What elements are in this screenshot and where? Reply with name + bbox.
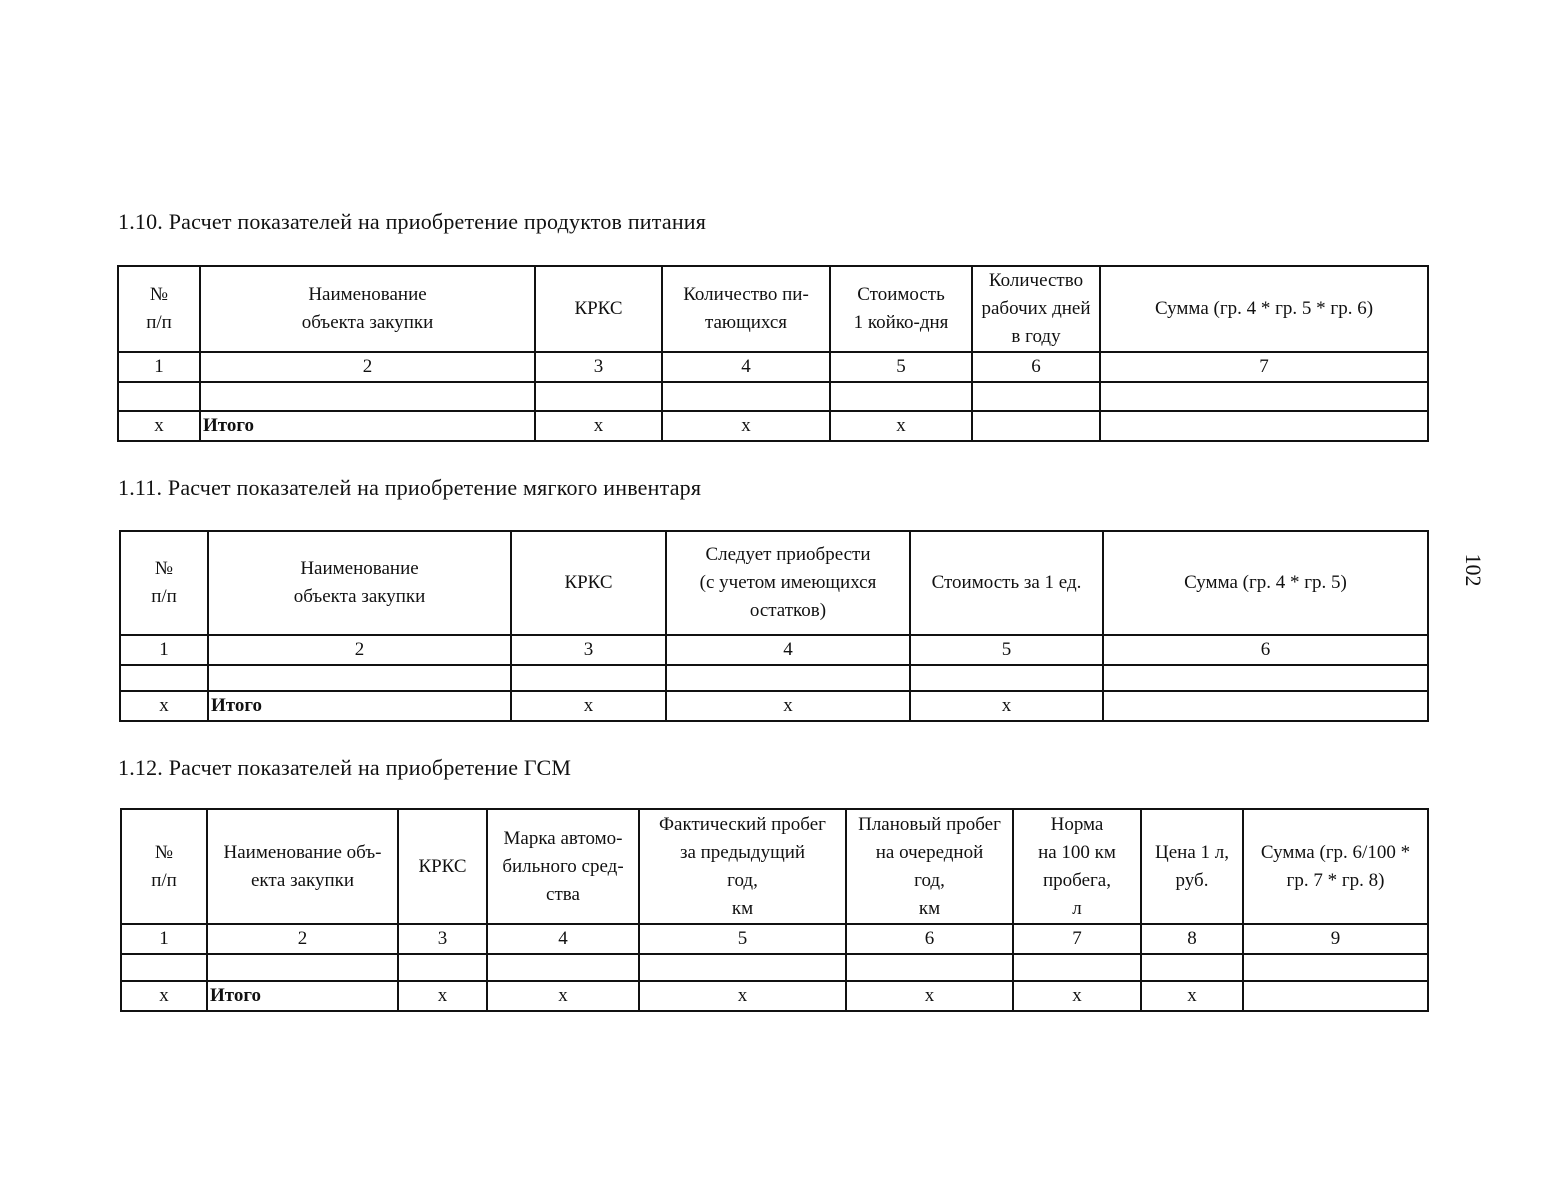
- table-cell: 4: [666, 635, 910, 665]
- header-cell-line: ства: [546, 883, 580, 905]
- header-cell-line: объекта закупки: [301, 312, 434, 333]
- data-row: [118, 382, 1428, 411]
- section-title-1-11: 1.11. Расчет показателей на приобретение мягкого инвентаря: [118, 475, 702, 500]
- header-cell: [1013, 809, 1141, 924]
- header-cell-line: км: [918, 897, 941, 919]
- header-cell: [511, 531, 666, 635]
- table-fuel-lubricants: [120, 808, 1429, 1012]
- header-cell-line: в году: [1011, 326, 1061, 347]
- header-cell-line: КРКС: [564, 572, 613, 593]
- header-cell: [1103, 531, 1428, 635]
- total-cell: x: [120, 691, 208, 721]
- total-row: [118, 411, 1428, 441]
- header-cell-line: рабочих дней: [981, 298, 1091, 319]
- data-row: [121, 954, 1428, 981]
- header-row: [118, 266, 1428, 352]
- table-cell: [830, 382, 972, 411]
- table-cell: 5: [910, 635, 1103, 665]
- table-cell: 9: [1243, 924, 1428, 954]
- table-soft-inventory: [119, 530, 1429, 722]
- table-cell: [207, 954, 398, 981]
- header-cell: [398, 809, 487, 924]
- header-row: [121, 809, 1428, 924]
- table-cell: [1141, 954, 1243, 981]
- header-cell-line: остатков): [749, 600, 827, 621]
- header-cell-line: КРКС: [418, 855, 467, 877]
- header-cell-line: Цена 1 л,: [1155, 841, 1229, 863]
- header-cell: [208, 531, 511, 635]
- header-cell-line: п/п: [146, 312, 172, 333]
- total-cell: x: [398, 981, 487, 1011]
- table-cell: [118, 382, 200, 411]
- table-cell: [972, 382, 1100, 411]
- header-cell: [830, 266, 972, 352]
- section-title-1-12: 1.12. Расчет показателей на приобретение ГСМ: [118, 755, 572, 780]
- table-cell: [120, 665, 208, 691]
- header-cell-line: №: [149, 284, 169, 305]
- page-number: 102: [1461, 553, 1486, 587]
- table-cell: 1: [118, 352, 200, 382]
- header-cell-line: Наименование объ-: [223, 841, 382, 863]
- header-cell: [200, 266, 535, 352]
- table-cell: 1: [120, 635, 208, 665]
- table-cell: [662, 382, 830, 411]
- header-cell-line: 1 койко-дня: [853, 312, 949, 333]
- header-cell-line: (с учетом имеющихся: [699, 572, 877, 593]
- header-cell-line: Стоимость за 1 ед.: [931, 572, 1082, 593]
- header-cell-line: п/п: [151, 586, 177, 607]
- total-cell: x: [487, 981, 639, 1011]
- header-cell-line: руб.: [1175, 869, 1209, 891]
- header-cell-line: Следует приобрести: [705, 544, 871, 565]
- total-cell: x: [1013, 981, 1141, 1011]
- header-cell-line: Количество пи-: [683, 284, 809, 305]
- header-cell: [1243, 809, 1428, 924]
- total-cell: x: [662, 411, 830, 441]
- total-row: [121, 981, 1428, 1011]
- header-cell-line: Марка автомо-: [503, 827, 623, 849]
- header-cell-line: п/п: [151, 869, 177, 891]
- table-cell: [487, 954, 639, 981]
- header-cell: [639, 809, 846, 924]
- table-cell: 3: [398, 924, 487, 954]
- total-cell: Итого: [208, 691, 511, 721]
- total-cell: Итого: [200, 411, 535, 441]
- column-number-row: [118, 352, 1428, 382]
- total-cell: x: [118, 411, 200, 441]
- total-cell: [1103, 691, 1428, 721]
- table-cell: 7: [1100, 352, 1428, 382]
- header-cell: [662, 266, 830, 352]
- header-cell-line: год,: [914, 869, 945, 891]
- header-cell-line: Сумма (гр. 6/100 *: [1260, 841, 1411, 863]
- table-cell: 3: [511, 635, 666, 665]
- total-cell: [1100, 411, 1428, 441]
- total-cell: x: [1141, 981, 1243, 1011]
- header-cell: [207, 809, 398, 924]
- total-cell: Итого: [207, 981, 398, 1011]
- header-cell-line: год,: [727, 869, 758, 891]
- table-cell: [1243, 954, 1428, 981]
- data-row: [120, 665, 1428, 691]
- header-cell-line: за предыдущий: [679, 841, 806, 863]
- header-cell-line: Фактический пробег: [659, 813, 826, 835]
- header-cell: [846, 809, 1013, 924]
- header-cell: [972, 266, 1100, 352]
- table-cell: 6: [1103, 635, 1428, 665]
- table-cell: 4: [662, 352, 830, 382]
- total-cell: x: [639, 981, 846, 1011]
- header-cell-line: Сумма (гр. 4 * гр. 5 * гр. 6): [1154, 298, 1374, 319]
- total-cell: x: [511, 691, 666, 721]
- header-cell-line: объекта закупки: [293, 586, 426, 607]
- total-cell: x: [910, 691, 1103, 721]
- header-cell-line: Стоимость: [857, 284, 945, 305]
- table-cell: [200, 382, 535, 411]
- header-cell: [120, 531, 208, 635]
- header-cell-line: гр. 7 * гр. 8): [1286, 869, 1385, 891]
- header-cell: [1100, 266, 1428, 352]
- table-cell: 3: [535, 352, 662, 382]
- header-cell-line: тающихся: [704, 312, 788, 333]
- header-cell-line: км: [731, 897, 754, 919]
- table-cell: [121, 954, 207, 981]
- table-cell: 8: [1141, 924, 1243, 954]
- header-cell: [487, 809, 639, 924]
- table-cell: [208, 665, 511, 691]
- table-cell: 5: [830, 352, 972, 382]
- table-cell: [398, 954, 487, 981]
- table-cell: 7: [1013, 924, 1141, 954]
- total-cell: x: [846, 981, 1013, 1011]
- header-cell: [535, 266, 662, 352]
- header-cell-line: Наименование: [308, 284, 427, 305]
- header-cell-line: пробега,: [1043, 869, 1111, 891]
- total-row: [120, 691, 1428, 721]
- header-cell-line: на 100 км: [1038, 841, 1116, 863]
- header-cell-line: бильного сред-: [502, 855, 624, 877]
- table-cell: [666, 665, 910, 691]
- header-row: [120, 531, 1428, 635]
- total-cell: [972, 411, 1100, 441]
- total-cell: x: [666, 691, 910, 721]
- header-cell-line: л: [1072, 897, 1082, 919]
- table-cell: 1: [121, 924, 207, 954]
- table-cell: 6: [972, 352, 1100, 382]
- header-cell-line: №: [154, 841, 174, 863]
- header-cell: [910, 531, 1103, 635]
- header-cell-line: екта закупки: [250, 869, 355, 891]
- header-cell: [121, 809, 207, 924]
- section-title-1-10: 1.10. Расчет показателей на приобретение продуктов питания: [118, 209, 707, 234]
- header-cell-line: Количество: [988, 270, 1084, 291]
- table-cell: 4: [487, 924, 639, 954]
- total-cell: x: [121, 981, 207, 1011]
- table-cell: [1100, 382, 1428, 411]
- total-cell: x: [830, 411, 972, 441]
- table-cell: 2: [207, 924, 398, 954]
- header-cell-line: Плановый пробег: [858, 813, 1001, 835]
- table-cell: 6: [846, 924, 1013, 954]
- header-cell-line: Сумма (гр. 4 * гр. 5): [1184, 572, 1347, 593]
- header-cell-line: на очередной: [875, 841, 984, 863]
- total-cell: [1243, 981, 1428, 1011]
- table-cell: 2: [200, 352, 535, 382]
- table-cell: [910, 665, 1103, 691]
- header-cell: [666, 531, 910, 635]
- table-cell: [1013, 954, 1141, 981]
- header-cell-line: КРКС: [574, 298, 623, 319]
- header-cell: [1141, 809, 1243, 924]
- header-cell-line: Наименование: [300, 558, 419, 579]
- table-cell: [639, 954, 846, 981]
- column-number-row: [120, 635, 1428, 665]
- header-cell: [118, 266, 200, 352]
- table-cell: [511, 665, 666, 691]
- total-cell: x: [535, 411, 662, 441]
- column-number-row: [121, 924, 1428, 954]
- table-cell: [846, 954, 1013, 981]
- table-cell: [1103, 665, 1428, 691]
- header-cell-line: Норма: [1050, 813, 1104, 835]
- table-cell: 5: [639, 924, 846, 954]
- table-cell: [535, 382, 662, 411]
- table-food-products: [117, 265, 1429, 442]
- table-cell: 2: [208, 635, 511, 665]
- header-cell-line: №: [154, 558, 174, 579]
